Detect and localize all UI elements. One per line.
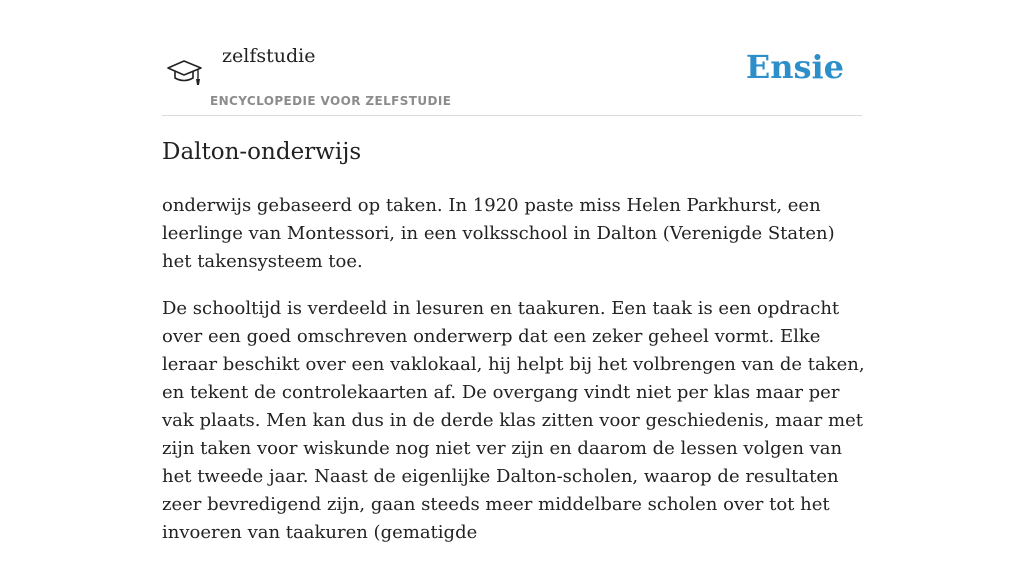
article-body xyxy=(162,192,867,566)
article-title: Dalton-onderwijs xyxy=(162,139,362,165)
site-header xyxy=(162,0,862,116)
article-paragraph: onderwijs gebaseerd op taken. In 1920 paste miss Helen Parkhurst, een leerlinge van Montessori, in een volksschool in Dalton (Verenigde Staten) het takensysteem toe. xyxy=(162,195,835,272)
graduation-cap-icon[interactable] xyxy=(164,52,206,92)
brand-logo[interactable]: Ensie xyxy=(745,48,844,86)
article-paragraph: De schooltijd is verdeeld in lesuren en taakuren. Een taak is een opdracht over een goed omschreven onderwerp dat een zeker geheel vormt. Elke leraar beschikt over een vaklokaal, hij helpt bij het volbrengen van de taken, en tekent de controlekaarten af. De overgang vindt niet per klas maar per vak plaats. Men kan dus in de derde klas zitten voor geschiedenis, maar met zijn taken voor wiskunde nog niet ver zijn en daarom de lessen volgen van het tweede jaar. Naast de eigenlijke Dalton-scholen, waarop de resultaten zeer bevredigend zijn, gaan steeds meer middelbare scholen over tot het invoeren van taakuren (gematigde xyxy=(162,298,865,543)
site-name[interactable]: zelfstudie xyxy=(222,45,316,67)
page xyxy=(162,0,865,543)
site-tagline: ENCYCLOPEDIE VOOR ZELFSTUDIE xyxy=(210,94,452,108)
